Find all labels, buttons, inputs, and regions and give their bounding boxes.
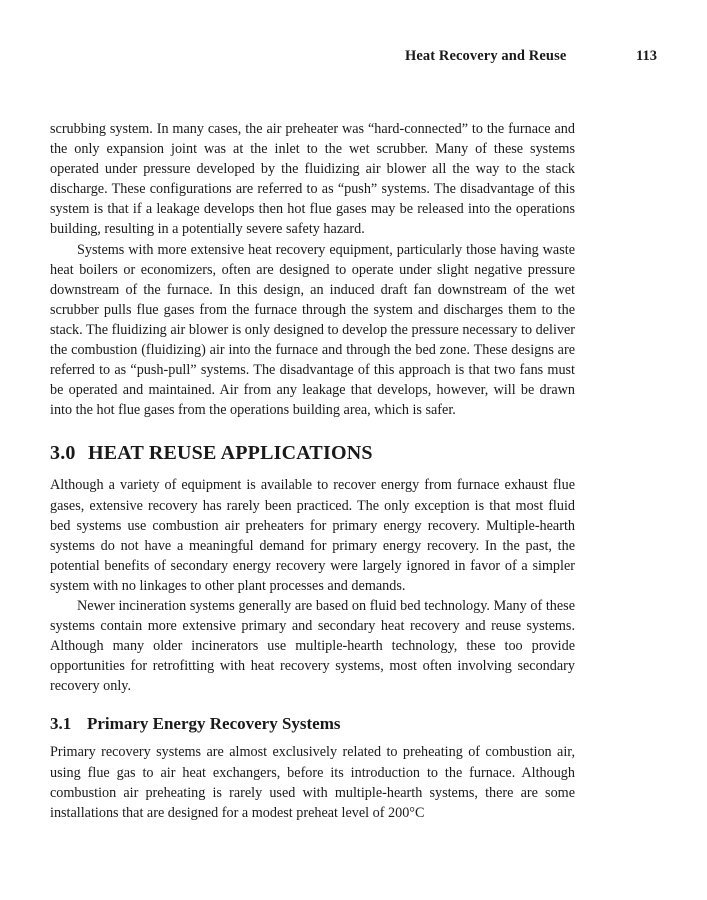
subsection-number: 3.1 bbox=[50, 714, 72, 734]
running-title: Heat Recovery and Reuse bbox=[405, 48, 567, 64]
section-title: HEAT REUSE APPLICATIONS bbox=[88, 442, 373, 465]
page-body bbox=[50, 119, 575, 823]
subsection-title: Primary Energy Recovery Systems bbox=[87, 714, 341, 734]
body-paragraph: Primary recovery systems are almost exclusively related to preheating of combustion air, using flue gas to air heat exchangers, before its introduction to the furnace. Although combustion air preheating is rarely used with multiple-hearth systems, there are some installations that are designed for a modest preheat level of 200°C bbox=[50, 744, 575, 821]
subsection-heading bbox=[50, 713, 575, 735]
body-paragraph: scrubbing system. In many cases, the air preheater was “hard-connected” to the furnace and the only expansion joint was at the inlet to the wet scrubber. Many of these systems operated under pressure developed by the fluidizing air blower all the way to the stack discharge. These configurations are referred to as “push” systems. The disadvantage of this system is that if a leakage develops then hot flue gases may be released into the operations building, resulting in a potentially severe safety hazard. bbox=[50, 121, 575, 238]
body-paragraph: Newer incineration systems generally are based on fluid bed technology. Many of these systems contain more extensive primary and secondary heat recovery and reuse systems. Although many older incinerators use multiple-hearth technology, these too provide opportunities for retrofitting with heat recovery systems, most often involving secondary recovery only. bbox=[50, 597, 575, 695]
section-heading bbox=[50, 440, 575, 466]
page-number: 113 bbox=[636, 48, 657, 64]
section-number: 3.0 bbox=[50, 442, 76, 465]
body-paragraph: Systems with more extensive heat recovery equipment, particularly those having waste heat boilers or economizers, often are designed to operate under slight negative pressure downstream of the furnace. In this design, an induced draft fan downstream of the wet scrubber pulls flue gases from the furnace through the system and discharges them to the stack. The fluidizing air blower is only designed to develop the pressure necessary to deliver the combustion (fluidizing) air into the furnace and through the bed zone. These designs are referred to as “push-pull” systems. The disadvantage of this approach is that two fans must be operated and maintained. Air from any leakage that develops, however, will be drawn into the hot flue gases from the operations building area, which is safer. bbox=[50, 241, 575, 419]
body-paragraph: Although a variety of equipment is available to recover energy from furnace exhaust flue gases, extensive recovery has rarely been practiced. The only exception is that most fluid bed systems use combustion air preheaters for primary energy recovery. Multiple-hearth systems do not have a meaningful demand for primary energy recovery. In the past, the potential benefits of secondary energy recovery were largely ignored in favor of a simpler system with no linkages to other plant processes and demands. bbox=[50, 477, 575, 594]
